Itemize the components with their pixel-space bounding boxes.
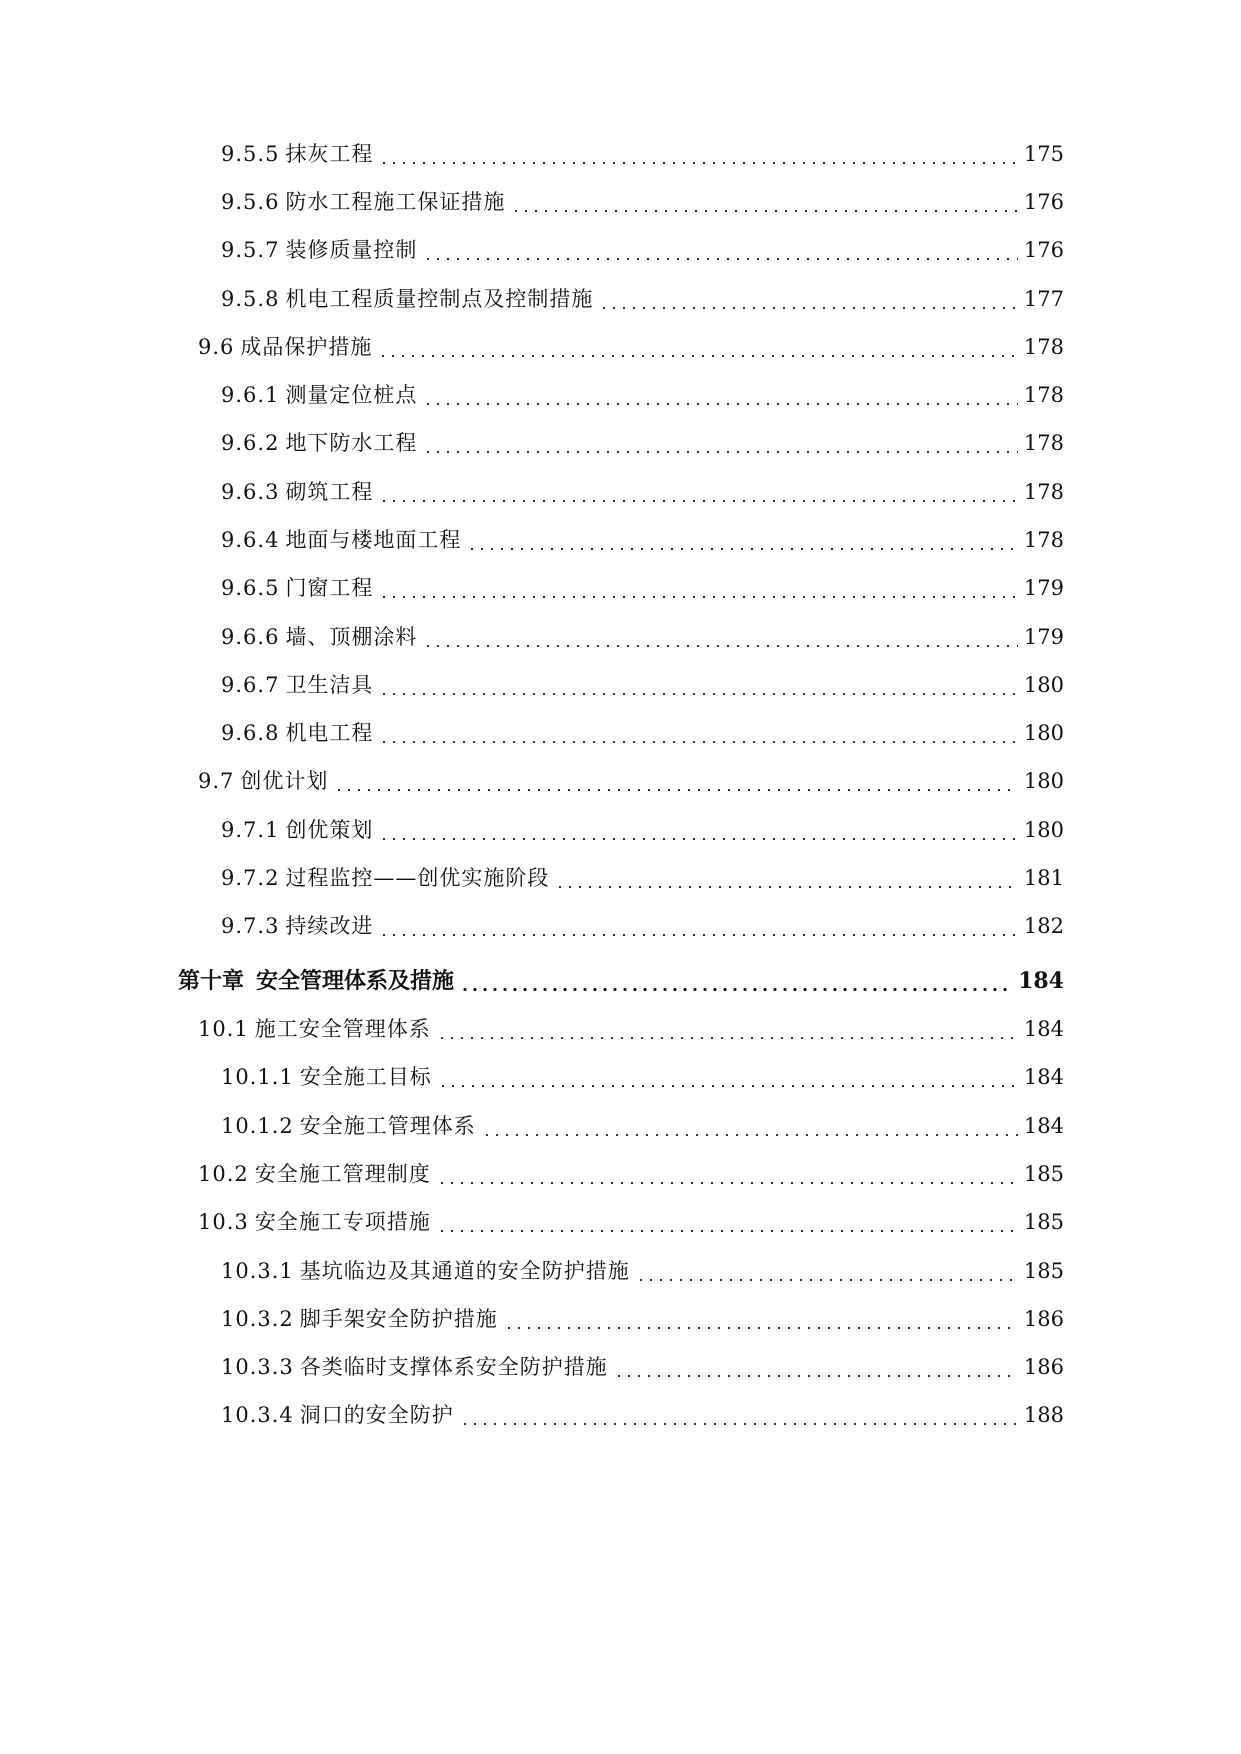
toc-entry[interactable] [198,327,1064,367]
toc-dot-leader [379,741,1017,743]
toc-dot-leader [460,988,1012,991]
toc-entry[interactable] [221,472,1064,512]
toc-entry[interactable] [221,1251,1064,1291]
toc-entry-page-number: 180 [1023,721,1064,745]
toc-entry-page-number: 185 [1023,1210,1064,1234]
toc-entry[interactable] [221,1057,1064,1097]
toc-dot-leader [379,162,1017,164]
toc-entry-number: 9.6.7 [221,673,280,697]
toc-entry-title: 施工安全管理体系 [254,1017,431,1041]
toc-entry-number: 第十章 [178,968,245,994]
toc-entry-page-number: 186 [1023,1307,1064,1331]
toc-entry-number: 9.7.1 [221,818,280,842]
toc-entry-number: 10.1.2 [221,1114,294,1138]
toc-entry-page-number: 176 [1023,238,1064,262]
toc-entry-number: 10.3.4 [221,1403,294,1427]
toc-entry-title: 墙、顶棚涂料 [285,625,418,649]
toc-entry-title: 卫生洁具 [285,673,374,697]
toc-dot-leader [437,1182,1018,1184]
toc-entry-page-number: 182 [1023,914,1064,938]
toc-dot-leader [423,451,1017,453]
toc-entry-page-number: 185 [1023,1162,1064,1186]
toc-dot-leader [636,1279,1018,1281]
toc-entry-number: 9.6.3 [221,480,280,504]
toc-entry-number: 9.6.8 [221,721,280,745]
toc-dot-leader [379,934,1017,936]
toc-entry-title: 安全施工管理制度 [254,1162,431,1186]
toc-entry-title: 脚手架安全防护措施 [299,1307,498,1331]
toc-entry-title: 测量定位桩点 [285,383,418,407]
toc-entry[interactable] [221,568,1064,608]
toc-entry-number: 10.1.1 [221,1065,294,1089]
toc-entry[interactable] [221,810,1064,850]
toc-entry[interactable] [221,1395,1064,1435]
toc-entry[interactable] [221,279,1064,319]
toc-dot-leader [482,1134,1018,1136]
toc-entry-number: 10.3 [198,1210,249,1234]
toc-entry[interactable] [198,1154,1064,1194]
toc-entry-page-number: 181 [1023,866,1064,890]
toc-entry[interactable] [221,665,1064,705]
toc-entry-title: 防水工程施工保证措施 [285,190,506,214]
toc-dot-leader [504,1327,1018,1329]
toc-entry-title: 安全施工专项措施 [254,1210,431,1234]
toc-entry-number: 9.5.6 [221,190,280,214]
toc-entry[interactable] [221,423,1064,463]
toc-entry-page-number: 180 [1023,673,1064,697]
toc-entry-number: 9.7.3 [221,914,280,938]
toc-dot-leader [334,789,1018,791]
toc-entry-number: 9.5.5 [221,142,280,166]
toc-entry-number: 9.6 [198,335,235,359]
toc-entry-page-number: 184 [1018,968,1064,994]
toc-dot-leader [379,596,1017,598]
toc-entry-title: 装修质量控制 [285,238,418,262]
toc-entry[interactable] [221,134,1064,174]
toc-entry-title: 抹灰工程 [285,142,374,166]
toc-entry-number: 9.5.7 [221,238,280,262]
toc-dot-leader [378,355,1018,357]
toc-entry-title: 机电工程 [285,721,374,745]
toc-entry-number: 9.7.2 [221,866,280,890]
toc-entry-page-number: 178 [1023,335,1064,359]
toc-dot-leader [467,548,1017,550]
toc-entry[interactable] [221,617,1064,657]
toc-entry-number: 10.1 [198,1017,249,1041]
toc-entry[interactable] [221,230,1064,270]
toc-entry-number: 10.2 [198,1162,249,1186]
toc-entry-page-number: 179 [1023,576,1064,600]
toc-dot-leader [379,500,1017,502]
toc-dot-leader [423,403,1017,405]
toc-dot-leader [437,1037,1018,1039]
toc-entry-title: 过程监控——创优实施阶段 [285,866,550,890]
toc-entry[interactable] [221,713,1064,753]
toc-dot-leader [614,1375,1018,1377]
toc-entry-title: 地面与楼地面工程 [285,528,462,552]
toc-entry-title: 砌筑工程 [285,480,374,504]
toc-entry-title: 成品保护措施 [240,335,373,359]
toc-entry-title: 安全管理体系及措施 [256,968,455,994]
toc-entry[interactable] [221,1299,1064,1339]
toc-entry-title: 地下防水工程 [285,431,418,455]
toc-dot-leader [599,307,1017,309]
toc-entry-page-number: 184 [1023,1114,1064,1138]
toc-entry-number: 10.3.2 [221,1307,294,1331]
toc-entry[interactable] [221,906,1064,946]
toc-entry-page-number: 179 [1023,625,1064,649]
toc-entry-title: 门窗工程 [285,576,374,600]
toc-dot-leader [511,210,1017,212]
toc-dot-leader [379,693,1017,695]
toc-entry-number: 9.6.2 [221,431,280,455]
toc-entry[interactable] [221,520,1064,560]
toc-entry-number: 10.3.1 [221,1259,294,1283]
toc-entry-title: 安全施工目标 [299,1065,432,1089]
toc-entry-title: 洞口的安全防护 [299,1403,454,1427]
toc-dot-leader [460,1423,1018,1425]
toc-entry[interactable] [198,761,1064,801]
toc-entry-page-number: 185 [1023,1259,1064,1283]
toc-entry[interactable] [221,1347,1064,1387]
toc-dot-leader [438,1085,1018,1087]
toc-entry[interactable] [198,1202,1064,1242]
toc-entry-number: 9.6.6 [221,625,280,649]
toc-entry-page-number: 188 [1023,1403,1064,1427]
toc-entry-page-number: 177 [1023,287,1064,311]
toc-entry-title: 创优策划 [285,818,374,842]
toc-entry-page-number: 186 [1023,1355,1064,1379]
toc-entry-number: 9.6.5 [221,576,280,600]
toc-entry-page-number: 180 [1023,769,1064,793]
toc-entry-number: 9.5.8 [221,287,280,311]
toc-entry-title: 持续改进 [285,914,374,938]
toc-entry-number: 9.6.1 [221,383,280,407]
toc-entry[interactable] [221,1106,1064,1146]
toc-dot-leader [379,838,1017,840]
toc-entry-number: 10.3.3 [221,1355,294,1379]
toc-entry-page-number: 175 [1023,142,1064,166]
toc-entry-page-number: 178 [1023,383,1064,407]
toc-dot-leader [423,258,1017,260]
toc-dot-leader [423,645,1017,647]
toc-entry[interactable] [221,182,1064,222]
toc-entry-number: 9.7 [198,769,235,793]
toc-entry[interactable] [221,375,1064,415]
toc-entry-page-number: 184 [1023,1017,1064,1041]
toc-entry-title: 创优计划 [240,769,329,793]
toc-entry[interactable] [178,961,1064,1001]
toc-entry-page-number: 176 [1023,190,1064,214]
toc-entry-title: 基坑临边及其通道的安全防护措施 [299,1259,630,1283]
toc-dot-leader [437,1230,1018,1232]
toc-entry-title: 各类临时支撑体系安全防护措施 [299,1355,608,1379]
toc-dot-leader [555,886,1017,888]
toc-entry[interactable] [221,858,1064,898]
toc-entry[interactable] [198,1009,1064,1049]
toc-entry-page-number: 178 [1023,431,1064,455]
toc-entry-page-number: 178 [1023,528,1064,552]
toc-entry-title: 机电工程质量控制点及控制措施 [285,287,594,311]
toc-entry-title: 安全施工管理体系 [299,1114,476,1138]
toc-entry-page-number: 184 [1023,1065,1064,1089]
toc-entry-page-number: 178 [1023,480,1064,504]
toc-entry-number: 9.6.4 [221,528,280,552]
toc-entry-page-number: 180 [1023,818,1064,842]
